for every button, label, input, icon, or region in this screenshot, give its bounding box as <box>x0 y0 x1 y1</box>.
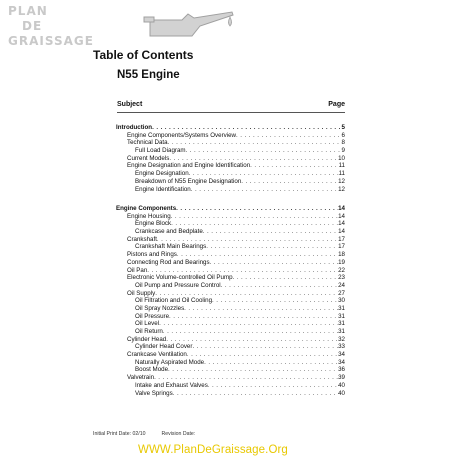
toc-entry-title: Oil Return <box>135 328 163 335</box>
toc-leader-dots <box>173 390 338 398</box>
toc-entry <box>116 366 345 374</box>
toc-entry-title: Crankcase and Bedplate <box>135 228 203 236</box>
toc-leader-dots <box>168 139 342 147</box>
toc-leader-dots <box>177 251 338 259</box>
toc-entry-title: Engine Block <box>135 220 172 228</box>
toc-leader-dots <box>236 132 342 140</box>
watermark-url[interactable]: WWW.PlanDeGraissage.Org <box>138 444 288 456</box>
toc-entry-title: Engine Designation and Engine Identification <box>127 162 251 170</box>
toc-entry <box>116 290 345 298</box>
toc-entry-title: Crankshaft <box>127 235 157 243</box>
toc-entry <box>116 228 345 236</box>
toc-entry-page: 33 <box>338 343 345 351</box>
engine-title: N55 Engine <box>117 69 180 81</box>
toc-leader-dots <box>187 351 338 359</box>
toc-entry-title: Intake and Exhaust Valves <box>135 381 208 389</box>
subject-column-label: Subject <box>117 101 143 108</box>
page-footer <box>93 431 195 437</box>
toc-entry-title: Oil Spray Nozzles <box>135 304 185 312</box>
toc-entry-title: Cylinder Head <box>127 335 167 343</box>
toc-entry-title: Valve Springs <box>135 389 173 397</box>
toc-entry-page: 14 <box>338 220 345 228</box>
toc-entry-title: Crankcase Ventilation <box>127 351 187 359</box>
toc-leader-dots <box>186 147 342 155</box>
toc-entry-page: 14 <box>338 205 345 212</box>
toc-entry-page: 14 <box>338 212 345 220</box>
toc-entry-page: 23 <box>338 274 345 282</box>
toc-entry-title: Connecting Rod and Bearings <box>127 258 210 266</box>
toc-entry-title: Oil Pan <box>127 266 148 274</box>
toc-entry-page: 24 <box>338 281 345 289</box>
toc-leader-dots <box>159 320 338 328</box>
toc-entry-page: 31 <box>338 304 345 312</box>
toc-entry-page: 11 <box>338 170 345 178</box>
toc-entry <box>116 220 345 228</box>
toc-entry <box>116 147 345 155</box>
toc-entry-page: 39 <box>338 374 345 382</box>
toc-entry-page: 9 <box>341 147 345 155</box>
toc-entry-title: Oil Level <box>135 320 160 328</box>
toc-entry <box>116 343 345 351</box>
toc-leader-dots <box>155 290 338 298</box>
toc-entry <box>116 390 345 398</box>
toc-leader-dots <box>191 186 338 194</box>
toc-section-introduction <box>116 124 345 193</box>
toc-entry-page: 10 <box>338 154 345 162</box>
toc-leader-dots <box>166 336 338 344</box>
toc-entry-page: 31 <box>338 312 345 320</box>
toc-leader-dots <box>169 155 338 163</box>
toc-entry <box>116 213 345 221</box>
toc-entry <box>116 236 345 244</box>
toc-leader-dots <box>192 343 338 351</box>
toc-entry-title: Engine Components <box>116 205 177 212</box>
toc-leader-dots <box>203 228 338 236</box>
toc-entry <box>116 267 345 275</box>
toc-leader-dots <box>154 374 338 382</box>
toc-leader-dots <box>169 313 338 321</box>
toc-entry-title: Oil Pump and Pressure Control <box>135 281 221 289</box>
toc-entry-page: 17 <box>338 243 345 251</box>
toc-entry-page: 31 <box>338 320 345 328</box>
toc-leader-dots <box>168 366 338 374</box>
toc-entry <box>116 251 345 259</box>
toc-entry-title: Oil Pressure <box>135 312 170 320</box>
toc-entry <box>116 178 345 186</box>
logo-line-2: DE <box>22 19 43 33</box>
toc-entry <box>116 186 345 194</box>
toc-entry-page: 22 <box>338 266 345 274</box>
initial-print-date: Initial Print Date: 02/10 <box>93 431 146 437</box>
toc-leader-dots <box>233 274 339 282</box>
toc-entry <box>116 374 345 382</box>
toc-leader-dots <box>250 162 338 170</box>
toc-entry <box>116 170 345 178</box>
toc-leader-dots <box>206 243 338 251</box>
toc-entry-title: Breakdown of N55 Engine Designation <box>135 177 242 185</box>
toc-entry-title: Engine Housing <box>127 212 171 220</box>
toc-entry-page: 17 <box>338 235 345 243</box>
toc-leader-dots <box>157 236 338 244</box>
toc-entry-title: Crankshaft Main Bearings <box>135 243 207 251</box>
toc-entry <box>116 274 345 282</box>
toc-entry <box>116 155 345 163</box>
toc-leader-dots <box>176 205 338 213</box>
toc-entry-page: 36 <box>338 366 345 374</box>
toc-entry-title: Pistons and Rings <box>127 251 177 259</box>
toc-entry <box>116 282 345 290</box>
toc-entry-page: 5 <box>341 124 345 131</box>
toc-entry-title: Oil Filtration and Oil Cooling <box>135 297 213 305</box>
toc-entry-title: Oil Supply <box>127 289 156 297</box>
toc-entry-page: 30 <box>338 297 345 305</box>
toc-section-heading <box>116 124 345 132</box>
toc-entry <box>116 297 345 305</box>
toc-leader-dots <box>152 124 341 132</box>
toc-entry-page: 8 <box>341 139 345 147</box>
toc-entry <box>116 328 345 336</box>
toc-section-heading <box>116 205 345 213</box>
toc-entry-title: Full Load Diagram <box>135 147 186 155</box>
toc-entry <box>116 320 345 328</box>
oil-can-icon <box>142 8 236 40</box>
toc-entry-title: Cylinder Head Cover <box>135 343 193 351</box>
toc-leader-dots <box>241 178 338 186</box>
toc-entry-page: 40 <box>338 389 345 397</box>
toc-entry-title: Engine Identification <box>135 185 191 193</box>
toc-entry <box>116 132 345 140</box>
toc-section-engine-components <box>116 205 345 397</box>
toc-leader-dots <box>189 170 339 178</box>
toc-entry-page: 19 <box>338 258 345 266</box>
site-logo <box>0 0 238 50</box>
toc-entry <box>116 259 345 267</box>
toc-leader-dots <box>171 213 338 221</box>
toc-entry-title: Valvetrain <box>127 374 155 382</box>
toc-entry-page: 14 <box>338 228 345 236</box>
toc-entry-page: 27 <box>338 289 345 297</box>
toc-leader-dots <box>210 259 339 267</box>
toc-entry <box>116 351 345 359</box>
toc-entry-page: 12 <box>338 177 345 185</box>
toc-leader-dots <box>184 305 338 313</box>
toc-entry <box>116 359 345 367</box>
toc-entry-title: Current Models <box>127 154 170 162</box>
toc-leader-dots <box>147 267 338 275</box>
toc-entry-page: 34 <box>338 358 345 366</box>
toc-entry <box>116 162 345 170</box>
toc-entry <box>116 336 345 344</box>
toc-entry <box>116 243 345 251</box>
revision-date: Revision Date: <box>161 431 196 437</box>
toc-leader-dots <box>212 297 338 305</box>
toc-title: Table of Contents <box>93 48 194 62</box>
toc-entry <box>116 313 345 321</box>
toc-entry-title: Electronic Volume-controlled Oil Pump <box>127 274 233 282</box>
toc-entry-title: Engine Designation <box>135 170 189 178</box>
toc-leader-dots <box>204 359 338 367</box>
toc-entry-title: Boost Mode <box>135 366 169 374</box>
toc-entry <box>116 305 345 313</box>
toc-header-row <box>117 101 345 108</box>
logo-text <box>8 4 94 49</box>
toc-entry-page: 12 <box>338 185 345 193</box>
toc-entry <box>116 139 345 147</box>
toc-entry-title: Introduction <box>116 124 153 131</box>
toc-entry-page: 32 <box>338 335 345 343</box>
toc-entry-page: 31 <box>338 328 345 335</box>
toc-entry-page: 11 <box>338 162 345 170</box>
toc-entry-title: Technical Data <box>127 139 168 147</box>
toc-entry-title: Naturally Aspirated Mode <box>135 358 205 366</box>
toc-entry-title: Engine Components/Systems Overview <box>127 131 237 139</box>
toc-entry-page: 6 <box>341 131 345 139</box>
toc-leader-dots <box>221 282 338 290</box>
toc-leader-dots <box>171 220 338 228</box>
toc-entry-page: 34 <box>338 351 345 359</box>
logo-line-1: PLAN <box>8 4 48 18</box>
toc-leader-dots <box>163 328 338 336</box>
logo-line-3: GRAISSAGE <box>8 34 94 48</box>
toc-leader-dots <box>208 382 338 390</box>
toc-entry <box>116 382 345 390</box>
toc-entry-page: 18 <box>338 251 345 259</box>
toc-entry-page: 40 <box>338 381 345 389</box>
page-column-label: Page <box>328 101 345 108</box>
header-rule <box>117 112 345 113</box>
